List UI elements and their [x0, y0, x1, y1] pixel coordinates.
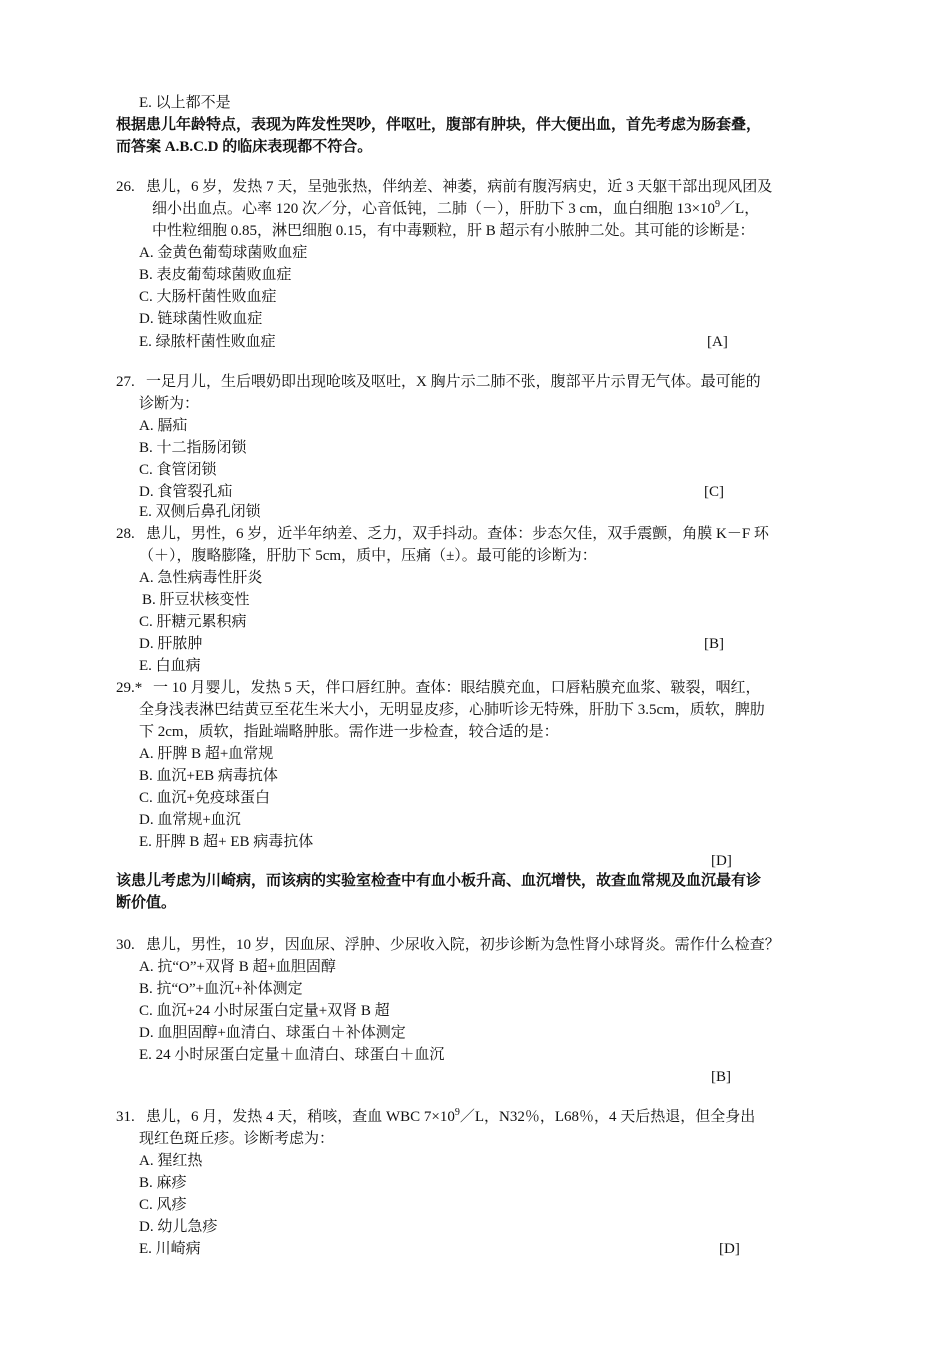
option-a: A. 急性病毒性肝炎: [139, 570, 263, 586]
option-e: E. 绿脓杆菌性败血症: [139, 334, 276, 350]
option-d: D. 链球菌性败血症: [139, 311, 263, 327]
option-c: C. 血沉+免疫球蛋白: [139, 790, 270, 806]
question-stem-line: （＋），腹略膨隆，肝肋下 5cm，质中，压痛（±）。最可能的诊断为：: [139, 548, 597, 564]
answer-label: [A]: [707, 334, 728, 350]
question-stem-line: 一足月儿，生后喂奶即出现呛咳及呕吐，X 胸片示二肺不张，腹部平片示胃无气体。最可能的: [146, 374, 761, 390]
answer-label: [D]: [711, 853, 732, 869]
question-number: 30.: [116, 937, 135, 953]
explanation-text: 断价值。: [116, 895, 177, 911]
option-e: E. 24 小时尿蛋白定量＋血清白、球蛋白＋血沉: [139, 1047, 445, 1063]
question-stem-line: 中性粒细胞 0.85，淋巴细胞 0.15，有中毒颗粒，肝 B 超示有小脓肿二处。其可能的诊断是：: [152, 223, 755, 239]
option-e: E. 川崎病: [139, 1241, 201, 1257]
answer-label: [B]: [711, 1069, 731, 1085]
question-number: 28.: [116, 526, 135, 542]
option-b: B. 十二指肠闭锁: [139, 440, 247, 456]
option-c: C. 食管闭锁: [139, 462, 217, 478]
question-stem-line: 细小出血点。心率 120 次／分，心音低钝，二肺（－），肝肋下 3 cm，血白细胞 $13\times 10^9/L$，: [152, 199, 760, 217]
explanation-text: 该患儿考虑为川崎病，而该病的实验室检查中有血小板升高、血沉增快，故查血常规及血沉最有诊: [116, 873, 762, 889]
explanation-text: 根据患儿年龄特点，表现为阵发性哭吵，伴呕吐，腹部有肿块，伴大便出血，首先考虑为肠套叠，: [116, 117, 762, 133]
option-c: C. 风疹: [139, 1197, 187, 1213]
question-stem-line: 一 10 月婴儿，发热 5 天，伴口唇红肿。查体：眼结膜充血，口唇粘膜充血浆、皲裂，咽红，: [153, 680, 761, 696]
option-d: D. 血常规+血沉: [139, 812, 241, 828]
option-b: B. 抗“O”+血沉+补体测定: [139, 981, 303, 997]
option-a: A. 猩红热: [139, 1153, 203, 1169]
option-c: C. 肝糖元累积病: [139, 614, 247, 630]
answer-label: [C]: [704, 484, 724, 500]
question-stem-line: 诊断为：: [139, 396, 200, 412]
answer-label: [B]: [704, 636, 724, 652]
question-stem-line: 患儿，男性，6 岁，近半年纳差、乏力，双手抖动。查体：步态欠佳，双手震颤，角膜 K－F 环: [146, 526, 769, 542]
option-b: B. 肝豆状核变性: [142, 592, 250, 608]
option-c: C. 血沉+24 小时尿蛋白定量+双肾 B 超: [139, 1003, 390, 1019]
question-stem-line: 患儿，6 月，发热 4 天，稍咳，查血 WBC $7\times 10^9/L$，N32％，L68％，4 天后热退，但全身出: [146, 1107, 756, 1125]
option-e: E. 以上都不是: [139, 95, 231, 111]
explanation-text: 而答案 A.B.C.D 的临床表现都不符合。: [116, 139, 373, 155]
option-a: A. 金黄色葡萄球菌败血症: [139, 245, 308, 261]
option-e: E. 双侧后鼻孔闭锁: [139, 504, 261, 520]
option-e: E. 肝脾 B 超+ EB 病毒抗体: [139, 834, 314, 850]
question-stem-line: 患儿，男性，10 岁，因血尿、浮肿、少尿收入院，初步诊断为急性肾小球肾炎。需作什么检查？: [146, 937, 780, 953]
option-b: B. 血沉+EB 病毒抗体: [139, 768, 278, 784]
answer-label: [D]: [719, 1241, 740, 1257]
option-c: C. 大肠杆菌性败血症: [139, 289, 277, 305]
question-number: 29.*: [116, 680, 143, 696]
question-number: 27.: [116, 374, 135, 390]
question-stem-line: 全身浅表淋巴结黄豆至花生米大小，无明显皮疹，心肺听诊无特殊，肝肋下 3.5cm，质软，脾肋: [139, 702, 765, 718]
question-stem-line: 现红色斑丘疹。诊断考虑为：: [139, 1131, 335, 1147]
option-e: E. 白血病: [139, 658, 201, 674]
option-d: D. 血胆固醇+血清白、球蛋白＋补体测定: [139, 1025, 406, 1041]
option-b: B. 表皮葡萄球菌败血症: [139, 267, 292, 283]
option-d: D. 食管裂孔疝: [139, 484, 233, 500]
option-a: A. 抗“O”+双肾 B 超+血胆固醇: [139, 959, 336, 975]
option-a: A. 肝脾 B 超+血常规: [139, 746, 274, 762]
option-d: D. 幼儿急疹: [139, 1219, 218, 1235]
option-d: D. 肝脓肿: [139, 636, 203, 652]
question-number: 26.: [116, 179, 135, 195]
option-a: A. 膈疝: [139, 418, 188, 434]
question-stem-line: 患儿，6 岁，发热 7 天，呈弛张热，伴纳差、神萎，病前有腹泻病史，近 3 天躯干部出现风团及: [146, 179, 773, 195]
option-b: B. 麻疹: [139, 1175, 187, 1191]
question-number: 31.: [116, 1109, 135, 1125]
question-stem-line: 下 2cm，质软，指趾端略肿胀。需作进一步检查，较合适的是：: [139, 724, 559, 740]
